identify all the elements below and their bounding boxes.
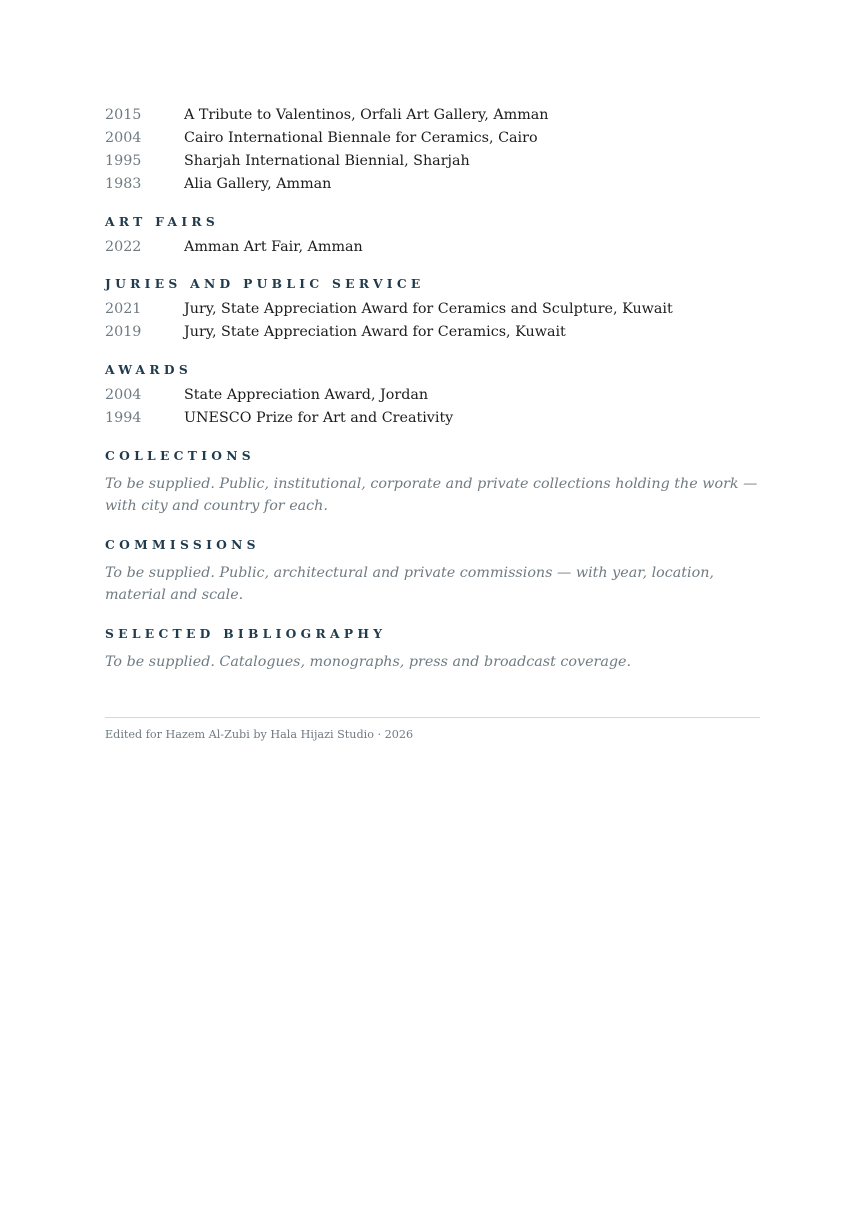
entry-text: A Tribute to Valentinos, Orfali Art Gallery, Amman: [184, 106, 549, 123]
bibliography-note-wrap: [105, 652, 760, 674]
art-fairs-section: [105, 214, 760, 230]
exhibitions-list: [105, 103, 760, 196]
commissions-note-wrap: [105, 563, 760, 606]
list-item: [105, 103, 760, 126]
collections-note-wrap: [105, 474, 760, 517]
footer-credit: Edited for Hazem Al-Zubi by Hala Hijazi Studio · 2026: [105, 728, 414, 741]
list-item: [105, 150, 760, 173]
entry-text: State Appreciation Award, Jordan: [184, 386, 429, 403]
placeholder-note: To be supplied. Public, architectural and private commissions — with year, location, material and scale.: [105, 565, 714, 603]
bibliography-section: [105, 626, 760, 642]
juries-list: [105, 297, 760, 344]
list-item: [105, 406, 760, 429]
entry-text: Jury, State Appreciation Award for Ceramics, Kuwait: [184, 323, 566, 340]
entry-year: 2015: [105, 106, 142, 123]
footer-divider: [105, 717, 760, 718]
section-heading: SELECTED BIBLIOGRAPHY: [105, 626, 387, 641]
entry-year: 1994: [105, 409, 142, 426]
entry-text: Alia Gallery, Amman: [184, 176, 332, 193]
entry-text: Cairo International Biennale for Ceramics, Cairo: [184, 129, 538, 146]
juries-section: [105, 276, 760, 292]
entry-year: 2022: [105, 238, 142, 255]
entry-year: 1983: [105, 176, 142, 193]
list-item: [105, 320, 760, 343]
entry-year: 2019: [105, 323, 142, 340]
entry-year: 1995: [105, 153, 142, 170]
awards-list: [105, 383, 760, 430]
list-item: [105, 297, 760, 320]
entry-text: Amman Art Fair, Amman: [184, 238, 363, 255]
exhibitions-section: [105, 103, 760, 196]
section-heading: COMMISSIONS: [105, 537, 260, 552]
entry-text: UNESCO Prize for Art and Creativity: [184, 409, 454, 426]
art-fairs-list: [105, 235, 760, 258]
list-item: [105, 126, 760, 149]
section-heading: JURIES AND PUBLIC SERVICE: [105, 276, 425, 291]
entry-text: Sharjah International Biennial, Sharjah: [184, 153, 470, 170]
commissions-section: [105, 537, 760, 553]
awards-section: [105, 362, 760, 378]
list-item: [105, 383, 760, 406]
placeholder-note: To be supplied. Catalogues, monographs, press and broadcast coverage.: [105, 654, 632, 670]
section-heading: ART FAIRS: [105, 214, 220, 229]
entry-text: Jury, State Appreciation Award for Ceramics and Sculpture, Kuwait: [184, 300, 673, 317]
section-heading: COLLECTIONS: [105, 448, 255, 463]
entry-year: 2021: [105, 300, 142, 317]
entry-year: 2004: [105, 129, 142, 146]
placeholder-note: To be supplied. Public, institutional, corporate and private collections holding the work — with city and country for each.: [105, 476, 758, 514]
collections-section: [105, 448, 760, 464]
list-item: [105, 173, 760, 196]
entry-year: 2004: [105, 386, 142, 403]
list-item: [105, 235, 760, 258]
section-heading: AWARDS: [105, 362, 193, 377]
